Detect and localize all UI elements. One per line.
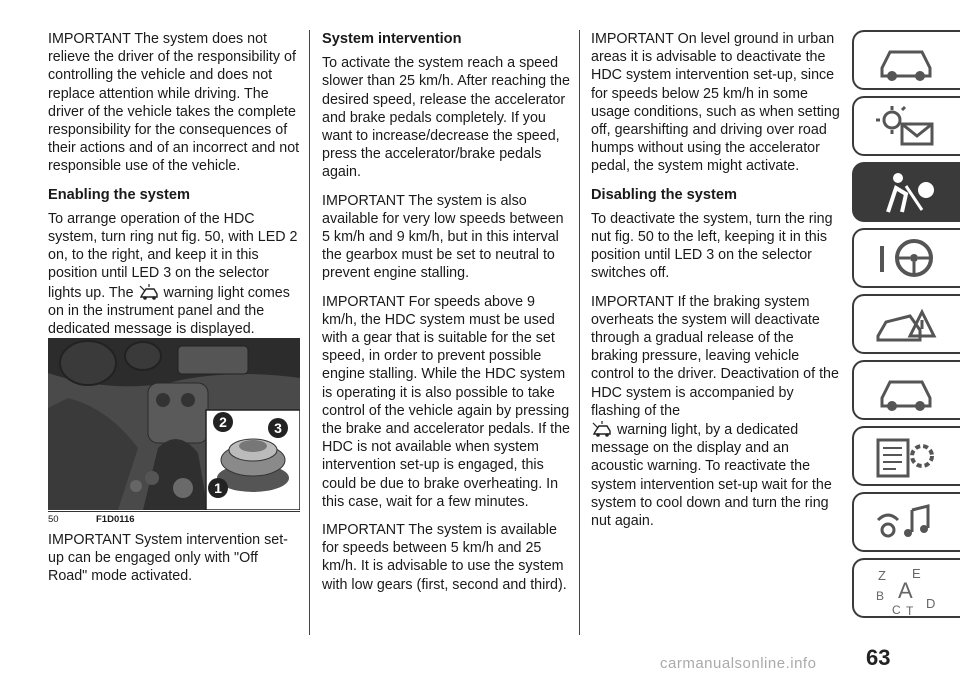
heading-enabling-system: Enabling the system [48, 186, 190, 203]
service-car-icon [872, 368, 942, 414]
important-note-overheating: IMPORTANT If the braking system overheats the system will deactivate through a gradual release of the braking pressure, leaving vehicle control to the driver. Deactivation of the HDC system is accompanied by flashing of the warning light, by a dedicated message on the display and an acoustic warning. To reactivate the system intervention set-up wait for the system to cool down and turn the ring nut again. [591, 293, 839, 530]
heading-disabling-system: Disabling the system [591, 186, 737, 203]
important-note-responsibility: IMPORTANT The system does not relieve the driver of the responsibility of controlling the vehicle and does not replace attention while driving. The driver of the vehicle takes the complete responsibility for the consequences of their actions and of an incorrect and not responsible use of the vehicle. [48, 31, 300, 175]
figure-hdc-selector [48, 338, 300, 510]
svg-text:B: B [876, 589, 885, 603]
tab-emergency[interactable] [852, 294, 960, 354]
column-divider-2 [579, 30, 580, 635]
technical-data-icon [872, 434, 942, 480]
svg-text:E: E [912, 566, 921, 581]
svg-text:Z: Z [878, 568, 886, 583]
important-note-low-speeds: IMPORTANT The system is also available for very low speeds between 5 km/h and 9 km/h, but in this interval the gearbox must be set to neutral to prevent engine stalling. [322, 192, 564, 282]
svg-text:A: A [898, 578, 913, 603]
tab-dashboard[interactable] [852, 30, 960, 90]
tab-multimedia[interactable] [852, 492, 960, 552]
svg-text:T: T [906, 604, 914, 616]
svg-text:D: D [926, 596, 936, 611]
figure-number: 50 [48, 514, 59, 525]
important-note-speed-range: IMPORTANT The system is available for speeds between 5 km/h and 25 km/h. It is advisable to use the system with low gears (first, second and third). [322, 522, 567, 593]
column-divider-1 [309, 30, 310, 635]
svg-text:C: C [892, 603, 901, 616]
index-icon [872, 566, 942, 616]
tab-technical-data[interactable] [852, 426, 960, 486]
callout-3: 3 [268, 418, 288, 438]
important-note-urban: IMPORTANT On level ground in urban areas it is advisable to deactivate the HDC system intervention set-up, since for speeds below 25 km/h in some usage conditions, such as when setting off, gearshifting and driving over road humps without using the accelerator pedal, the system might activate. [591, 31, 840, 175]
column-2 [322, 30, 570, 604]
steering-wheel-icon [872, 236, 942, 282]
important-note-off-road: IMPORTANT System intervention set-up can be engaged only with "Off Road" mode activated. [48, 532, 288, 585]
watermark: carmanualsonline.info [660, 655, 817, 672]
column-3 [591, 30, 841, 540]
multimedia-icon [872, 500, 942, 546]
heading-system-intervention: System intervention [322, 31, 462, 47]
hdc-warning-light-icon [138, 283, 160, 301]
warning-lights-icon [872, 104, 942, 150]
tab-index[interactable] [852, 558, 960, 618]
column-1-bottom [48, 531, 300, 596]
emergency-icon [872, 302, 942, 348]
activation-instructions: To activate the system reach a speed slower than 25 km/h. After reaching the desired speed, release the accelerator and brake pedals completely. If you want to increase/decrease the speed, press the accelerator/brake pedals again. [322, 55, 570, 181]
column-1 [48, 30, 300, 348]
tab-starting-driving[interactable] [852, 228, 960, 288]
car-icon [872, 38, 942, 84]
figure-caption [48, 511, 300, 526]
callout-1: 1 [208, 478, 228, 498]
tab-warning-lights[interactable] [852, 96, 960, 156]
hdc-warning-light-icon [591, 420, 613, 438]
important-note-high-speeds: IMPORTANT For speeds above 9 km/h, the HDC system must be used with a gear that is suitable for the set speed, in order to prevent possible engine stalling. While the HDC system is operating it is also possible to take control of the vehicle again by pressing the brake and accelerator pedals. If the HDC is not available when system intervention set-up is engaged, this could be due to brake overheating. In this case, wait for a few minutes. [322, 293, 570, 510]
airbag-seat-icon [872, 170, 942, 216]
tab-maintenance[interactable] [852, 360, 960, 420]
tab-safety[interactable] [852, 162, 960, 222]
enabling-instructions: To arrange operation of the HDC system, turn ring nut fig. 50, with LED 2 on, to the right, and keep it in this position until LED 3 on the selector lights up. The warning light comes on in the instrument panel and the dedicated message is displayed. [48, 210, 298, 338]
page-number: 63 [866, 645, 891, 670]
disabling-instructions: To deactivate the system, turn the ring nut fig. 50 to the left, keeping it in this position until LED 3 on the selector switches off. [591, 210, 833, 282]
callout-2: 2 [213, 412, 233, 432]
figure-code: F1D0116 [96, 514, 135, 525]
